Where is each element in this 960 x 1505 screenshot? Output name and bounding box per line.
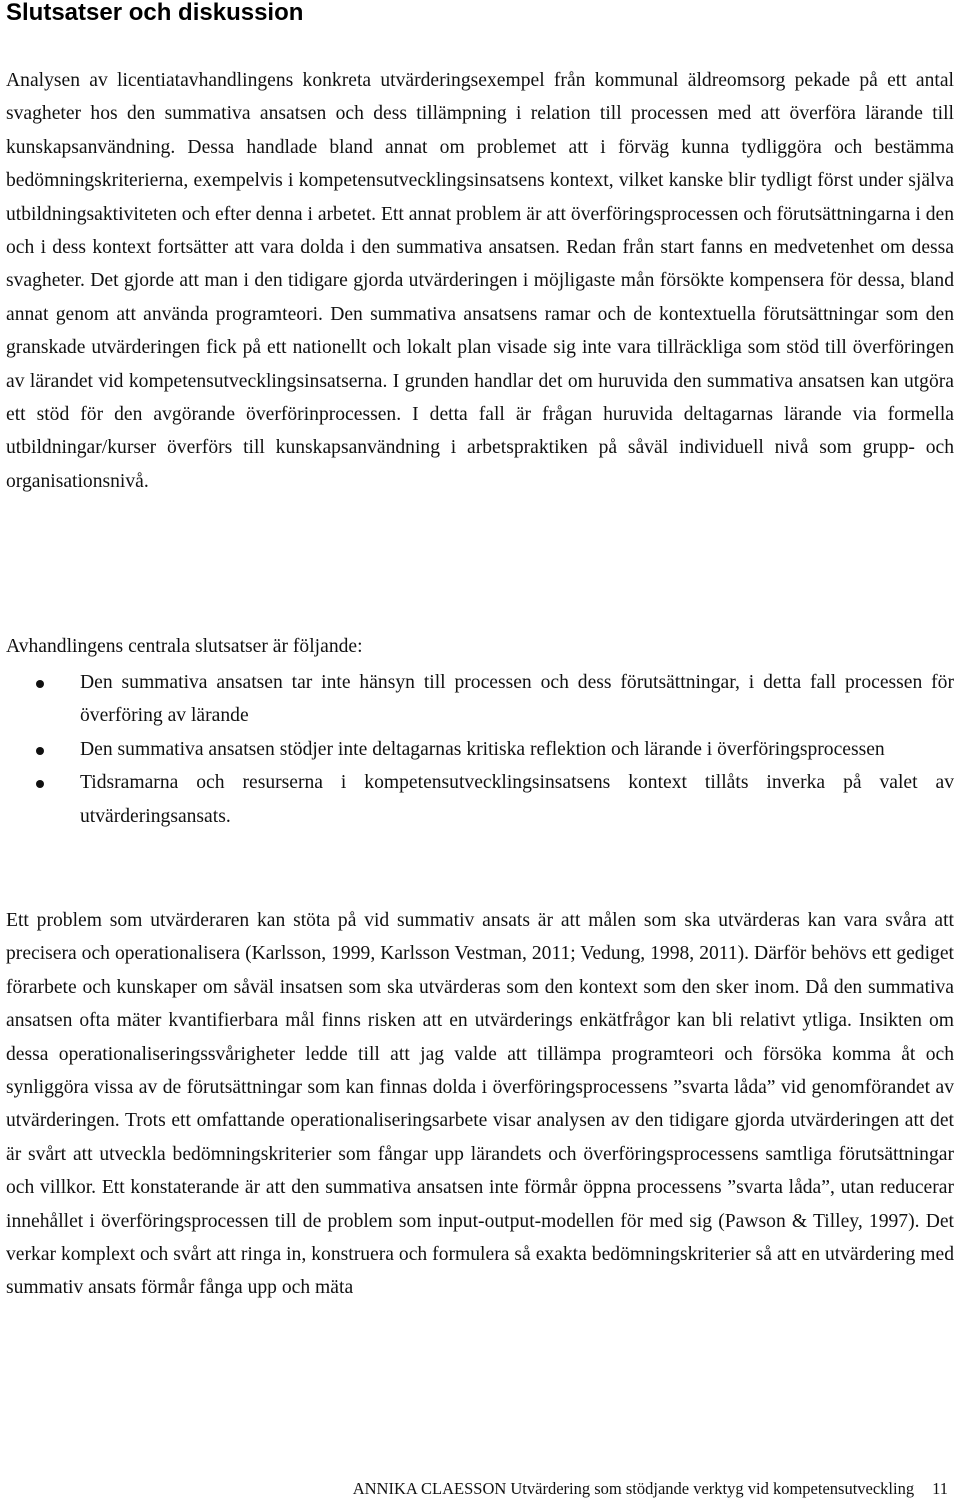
list-item-text: Den summativa ansatsen stödjer inte deltagarnas kritiska reflektion och lärande i överföringsprocessen (80, 738, 885, 760)
running-title: ANNIKA CLAESSON Utvärdering som stödjande verktyg vid kompetensutveckling (352, 1479, 915, 1498)
conclusions-intro: Avhandlingens centrala slutsatser är följande: (6, 636, 363, 657)
list-item (0, 666, 954, 733)
bullet-icon (36, 747, 44, 755)
list-item (0, 733, 954, 766)
page-number: 11 (932, 1479, 948, 1498)
conclusions-list (0, 666, 954, 833)
list-item-text: Den summativa ansatsen tar inte hänsyn till processen och dess förutsättningar, i detta fall processen för överföring av lärande (80, 672, 954, 727)
list-item-text: Tidsramarna och resurserna i kompetensutvecklingsinsatsens kontext tillåts inverka på valet av utvärderingsansats. (80, 772, 954, 827)
list-item (0, 766, 954, 833)
bullet-icon (36, 680, 44, 688)
section-heading: Slutsatser och diskussion (6, 0, 304, 26)
body-paragraph-analysis: Analysen av licentiatavhandlingens konkreta utvärderingsexempel från kommunal äldreomsorg pekade på ett antal svagheter hos den summativa ansatsen och dess tillämpning i relation till processen med att överföra lärande till kunskapsanvändning. Dessa handlade bland annat om problemet att i förväg kunna tydliggöra och bestämma bedömningskriterierna, exempelvis i kompetensutvecklingsinsatsens kontext, vilket kanske blir tydligt först under själva utbildningsaktiviteten och efter denna i arbetet. Ett annat problem är att överföringsprocessen och förutsättningarna i den och i dess kontext fortsätter att vara dolda i den summativa ansatsen. Redan från start fanns en medvetenhet om dessa svagheter. Det gjorde att man i den tidigare gjorda utvärderingen i möjligaste mån försökte kompensera för dessa, bland annat genom att använda programteori. Den summativa ansatsens ramar och de kontextuella förutsättningar som den granskade utvärderingen fick på ett nationellt och lokalt plan visade sig inte vara tillräckliga som stöd till överföringen av lärandet vid kompetensutvecklingsinsatserna. I grunden handlar det om huruvida den summativa ansatsen kan utgöra ett stöd för den avgörande överförinprocessen. I detta fall är frågan huruvida deltagarnas lärande via formella utbildningar/kurser överförs till kunskapsanvändning i arbetspraktiken på såväl individuell nivå som grupp- och organisationsnivå. (6, 70, 954, 492)
bullet-icon (36, 780, 44, 788)
page-footer (353, 1478, 948, 1500)
body-paragraph-problem: Ett problem som utvärderaren kan stöta på vid summativ ansats är att målen som ska utvärderas kan vara svåra att precisera och operationalisera (Karlsson, 1999, Karlsson Vestman, 2011; Vedung, 1998, 2011). Därför behövs ett gediget förarbete och kunskaper om såväl insatsen som ska utvärderas som den kontext som den sker inom. Då den summativa ansatsen ofta mäter kvantifierbara mål finns risken att en utvärderings enkätfrågor kan bli relativt ytliga. Insikten om dessa operationaliseringssvårigheter ledde till att jag valde att tillämpa programteori och försöka komma åt och synliggöra vissa av de förutsättningar som kan finnas dolda i överföringsprocessens ”svarta låda” vid genomförandet av utvärderingen. Trots ett omfattande operationaliseringsarbete visar analysen av den tidigare gjorda utvärderingen att det är svårt att utveckla bedömningskriterier som fångar upp lärandets och överföringsprocessens samtliga förutsättningar och villkor. Ett konstaterande är att den summativa ansatsen inte förmår öppna processens ”svarta låda”, utan reducerar innehållet i överföringsprocessen till de problem som input-output-modellen för med sig (Pawson & Tilley, 1997). Det verkar komplext och svårt att ringa in, konstruera och formulera så exakta bedömningskriterier så att en utvärdering med summativ ansats förmår fånga upp och mäta (6, 910, 954, 1299)
